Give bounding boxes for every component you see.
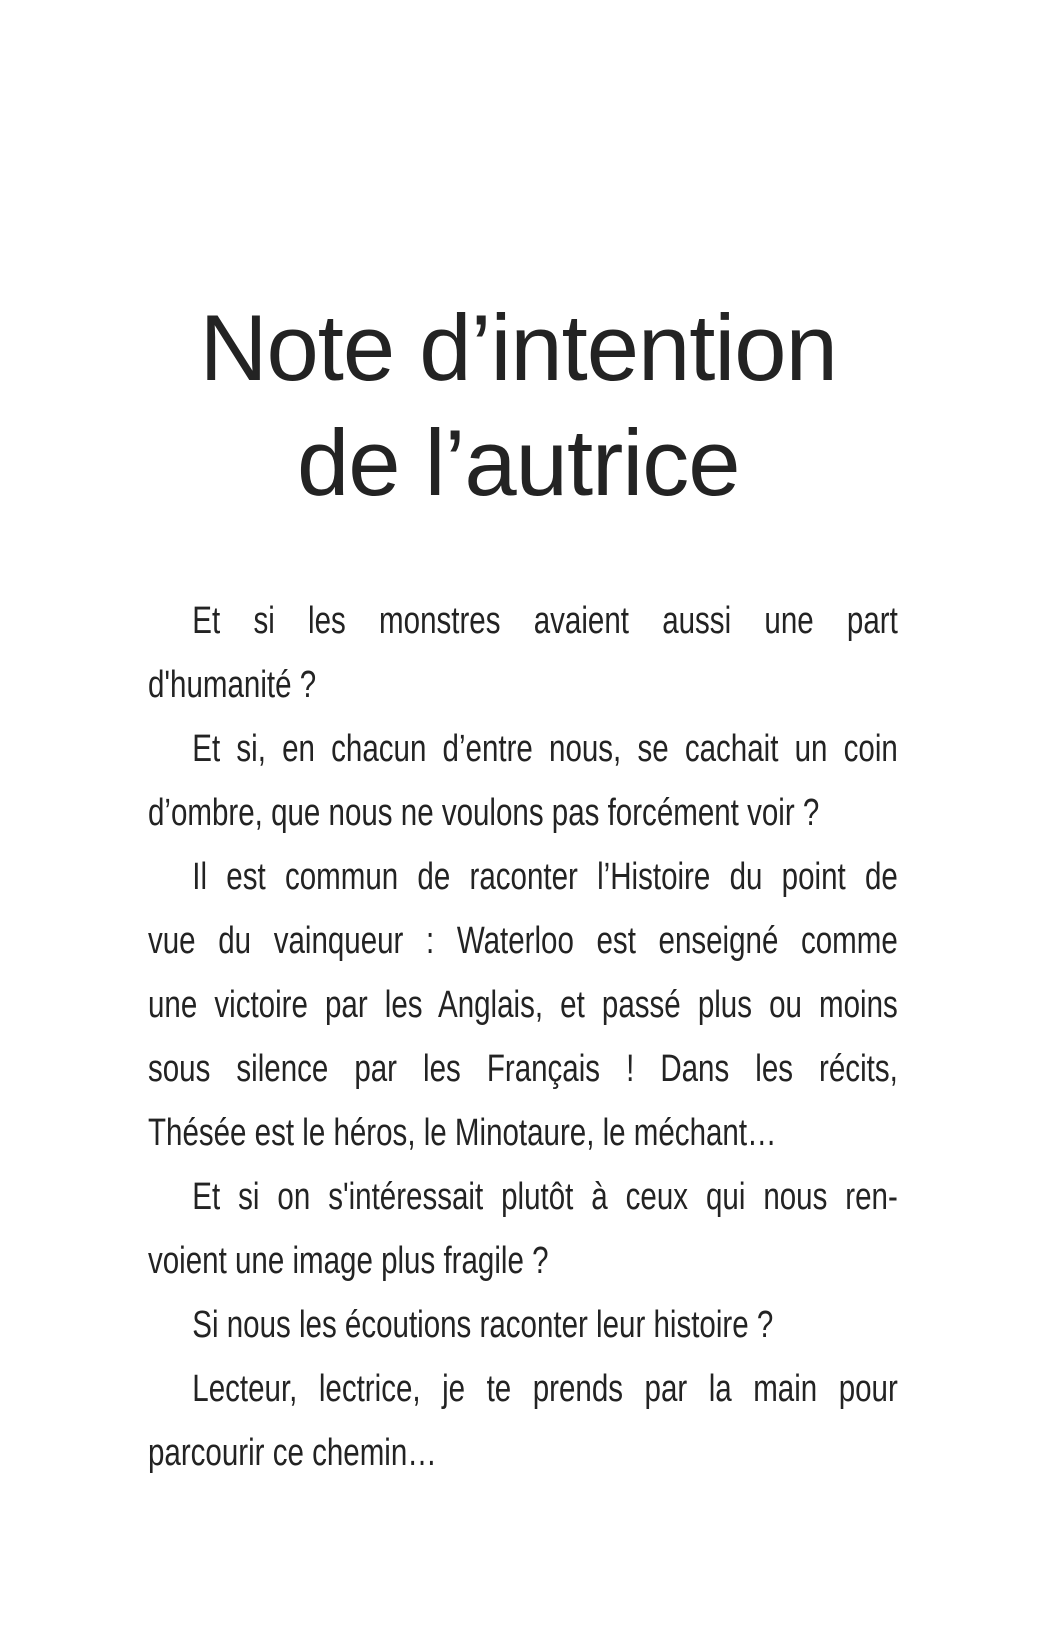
paragraph xyxy=(148,845,898,1165)
text-line: d’ombre, que nous ne voulons pas forcément voir ? xyxy=(148,792,820,834)
text-line: Et si, en chacun d’entre nous, se cachait un coin xyxy=(192,728,898,770)
chapter-title xyxy=(30,290,1007,520)
text-line: voient une image plus fragile ? xyxy=(148,1240,549,1282)
paragraph xyxy=(148,717,898,845)
chapter-title-line-2: de l’autrice xyxy=(296,410,740,515)
text-block xyxy=(148,290,898,1485)
text-line: Il est commun de raconter l’Histoire du point de xyxy=(192,856,898,898)
text-line: sous silence par les Français ! Dans les récits, xyxy=(148,1048,898,1090)
paragraph xyxy=(148,1293,898,1357)
text-line: vue du vainqueur : Waterloo est enseigné comme xyxy=(148,920,898,962)
text-line: Lecteur, lectrice, je te prends par la main pour xyxy=(192,1368,898,1410)
text-line: Si nous les écoutions raconter leur histoire ? xyxy=(192,1304,774,1346)
text-line: une victoire par les Anglais, et passé plus ou moins xyxy=(148,984,898,1026)
text-line: Et si les monstres avaient aussi une part xyxy=(192,600,898,642)
text-line: Thésée est le héros, le Minotaure, le méchant… xyxy=(148,1112,777,1154)
paragraph xyxy=(148,1357,898,1485)
body-text xyxy=(148,589,898,1485)
text-line: d'humanité ? xyxy=(148,664,317,706)
chapter-title-line-1: Note d’intention xyxy=(199,295,837,400)
text-line: Et si on s'intéressait plutôt à ceux qui nous ren- xyxy=(192,1176,898,1218)
paragraph xyxy=(148,589,898,717)
paragraph xyxy=(148,1165,898,1293)
text-line: parcourir ce chemin… xyxy=(148,1432,437,1474)
